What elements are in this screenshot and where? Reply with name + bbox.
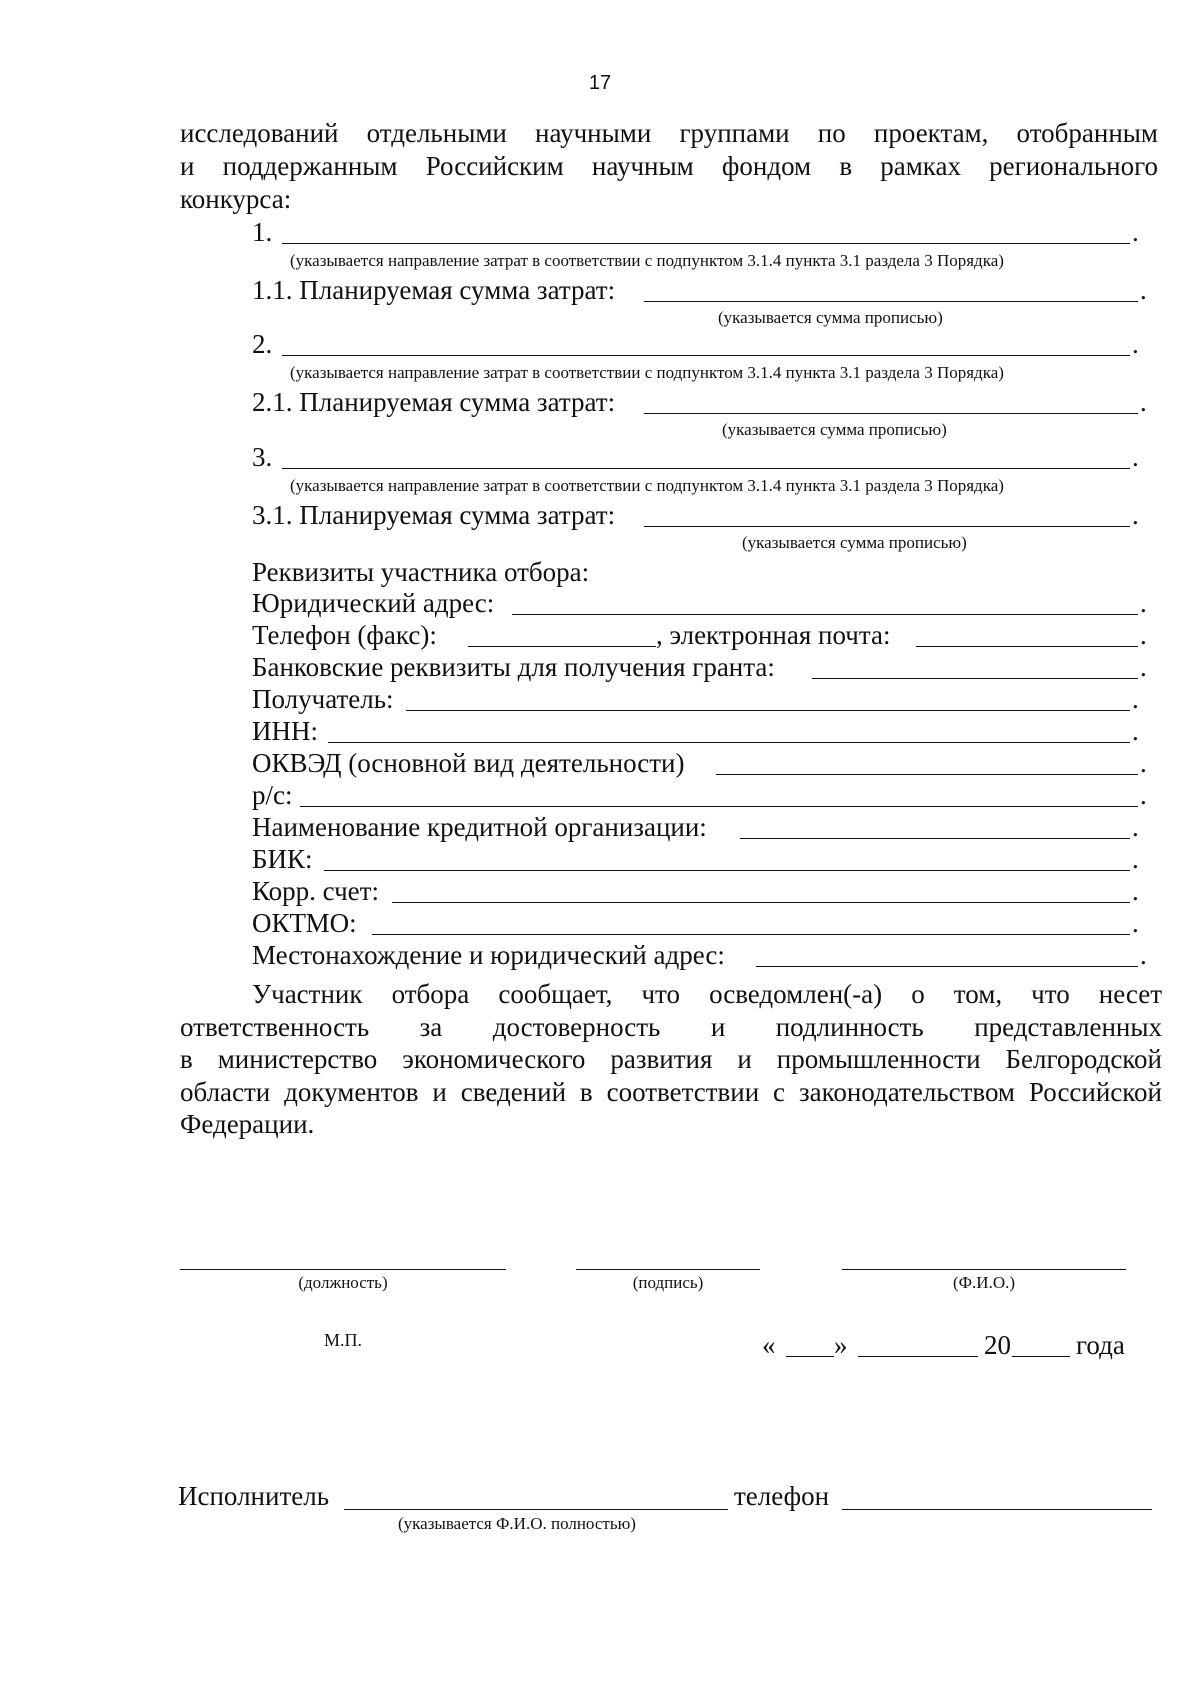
direction-field-2[interactable] [282, 355, 1130, 356]
statement-paragraph [180, 978, 1162, 1141]
sum-hint: (указывается сумма прописью) [722, 420, 947, 439]
page-number: 17 [588, 72, 612, 94]
phone-field[interactable] [468, 646, 656, 647]
executor-field[interactable] [344, 1509, 728, 1510]
position-field[interactable] [180, 1269, 506, 1270]
sum-label: 1.1. Планируемая сумма затрат: [252, 275, 616, 305]
recipient-label: Получатель: [252, 684, 394, 714]
intro-line: и поддержанным Российским научным фондом в рамках регионального [180, 151, 1158, 181]
oktmo-field[interactable] [372, 934, 1130, 935]
bank-label: Банковские реквизиты для получения гранта: [252, 652, 775, 682]
sum-hint: (указывается сумма прописью) [742, 533, 967, 552]
location-field[interactable] [756, 966, 1138, 967]
bik-label: БИК: [252, 844, 313, 874]
statement-line: в министерство экономического развития и промышленности Белгородской [180, 1044, 1162, 1074]
sum-label: 3.1. Планируемая сумма затрат: [252, 500, 616, 530]
statement-line: области документов и сведений в соответствии с законодательством Российской [180, 1076, 1162, 1107]
date-close-quote: » [834, 1330, 848, 1360]
email-label: , электронная почта: [656, 620, 891, 650]
sum-field-3[interactable] [644, 526, 1130, 527]
date-day-field[interactable] [786, 1356, 834, 1357]
year-suffix: года [1076, 1330, 1125, 1360]
direction-hint: (указывается направление затрат в соответствии с подпунктом 3.1.4 пункта 3.1 раздела 3 Порядка) [290, 251, 1004, 270]
stamp-mark: М.П. [324, 1330, 363, 1350]
direction-field-1[interactable] [282, 243, 1130, 244]
inn-field[interactable] [328, 742, 1130, 743]
date-month-field[interactable] [858, 1356, 978, 1357]
intro-paragraph [180, 117, 1158, 216]
account-label: р/с: [252, 780, 293, 810]
signature-hint: (подпись) [632, 1273, 704, 1292]
okved-field[interactable] [716, 774, 1138, 775]
item-number: 3. [252, 442, 273, 472]
statement-line: Федерации. [180, 1109, 315, 1139]
executor-phone-label: телефон [734, 1481, 830, 1511]
date-open-quote: « [762, 1330, 776, 1360]
oktmo-label: ОКТМО: [252, 908, 357, 938]
corr-label: Корр. счет: [252, 876, 379, 906]
item-number: 1. [252, 217, 273, 247]
email-field[interactable] [916, 646, 1138, 647]
executor-hint: (указывается Ф.И.О. полностью) [398, 1514, 636, 1533]
sum-field-1[interactable] [644, 301, 1138, 302]
direction-hint: (указывается направление затрат в соответствии с подпунктом 3.1.4 пункта 3.1 раздела 3 Порядка) [290, 363, 1004, 382]
legal-address-label: Юридический адрес: [252, 588, 495, 618]
position-hint: (должность) [298, 1273, 388, 1292]
credit-org-field[interactable] [740, 838, 1130, 839]
date-year-field[interactable] [1012, 1356, 1070, 1357]
account-field[interactable] [300, 806, 1138, 807]
location-label: Местонахождение и юридический адрес: [252, 940, 725, 970]
year-prefix: 20 [984, 1330, 1011, 1360]
recipient-field[interactable] [406, 710, 1130, 711]
statement-line: ответственность за достоверность и подлинность представленных [180, 1011, 1162, 1042]
intro-line: конкурса: [180, 184, 292, 214]
inn-label: ИНН: [252, 716, 318, 746]
legal-address-field[interactable] [512, 614, 1138, 615]
executor-phone-field[interactable] [842, 1509, 1152, 1510]
direction-hint: (указывается направление затрат в соответствии с подпунктом 3.1.4 пункта 3.1 раздела 3 Порядка) [290, 476, 1004, 495]
phone-label: Телефон (факс): [252, 620, 437, 650]
item-number: 2. [252, 329, 273, 359]
executor-label: Исполнитель [178, 1481, 330, 1511]
sum-field-2[interactable] [644, 413, 1138, 414]
fio-hint: (Ф.И.О.) [952, 1273, 1016, 1292]
corr-field[interactable] [392, 902, 1130, 903]
okved-label: ОКВЭД (основной вид деятельности) [252, 748, 685, 778]
intro-line: исследований отдельными научными группами по проектам, отобранным [180, 118, 1158, 148]
requisites-heading: Реквизиты участника отбора: [252, 557, 590, 587]
sum-label: 2.1. Планируемая сумма затрат: [252, 387, 616, 417]
fio-field[interactable] [842, 1269, 1126, 1270]
direction-field-3[interactable] [282, 468, 1130, 469]
signature-field[interactable] [576, 1269, 760, 1270]
bik-field[interactable] [324, 870, 1130, 871]
credit-org-label: Наименование кредитной организации: [252, 812, 707, 842]
statement-line: Участник отбора сообщает, что осведомлен(-а) о том, что несет [252, 979, 1162, 1009]
bank-field[interactable] [812, 678, 1138, 679]
sum-hint: (указывается сумма прописью) [718, 308, 943, 327]
